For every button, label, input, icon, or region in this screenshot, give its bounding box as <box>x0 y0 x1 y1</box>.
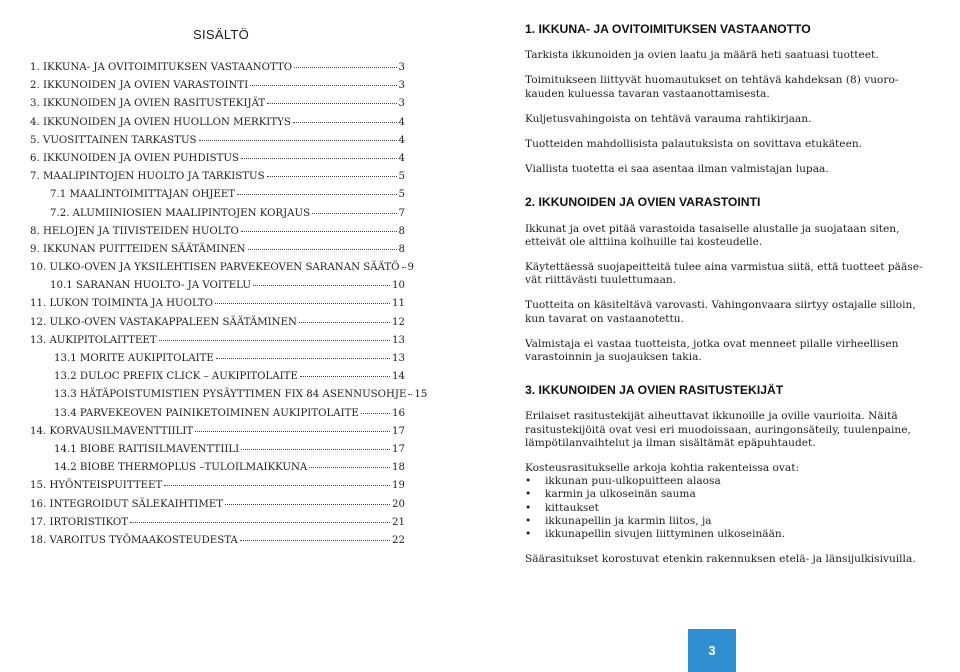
bullet-list <box>525 475 935 541</box>
toc-entry-label: 8. HELOJEN JA TIIVISTEIDEN HUOLTO <box>30 225 239 237</box>
toc-title: SISÄLTÖ <box>193 27 250 42</box>
toc-entry[interactable] <box>30 426 405 444</box>
toc-leader-dots <box>309 467 390 468</box>
toc-entry-page: 20 <box>392 498 405 510</box>
list-item: • ikkunapellin sivujen liittyminen ulkoseinään. <box>525 528 935 541</box>
toc-entry[interactable] <box>30 535 405 553</box>
toc-entry-page: 22 <box>392 534 405 546</box>
toc-entry-label: 13. AUKIPITOLAITTEET <box>30 334 157 346</box>
toc-entry[interactable] <box>30 208 405 226</box>
toc-leader-dots <box>293 122 397 123</box>
toc-entry-label: 16. INTEGROIDUT SÄLEKAIHTIMET <box>30 498 224 510</box>
toc-entry[interactable] <box>30 317 405 335</box>
toc-entry[interactable] <box>30 371 405 389</box>
toc-entry[interactable] <box>30 189 405 207</box>
list-item: • karmin ja ulkoseinän sauma <box>525 488 935 501</box>
toc-leader-dots <box>408 394 412 395</box>
paragraph: Tarkista ikkunoiden ja ovien laatu ja määrä heti saatuasi tuotteet. <box>525 49 879 62</box>
toc-entry[interactable] <box>30 280 405 298</box>
toc-entry-page: 13 <box>392 334 405 346</box>
toc-entry-page: 9 <box>407 262 415 274</box>
page-number-badge: 3 <box>688 629 736 672</box>
paragraph: Valmistaja ei vastaa tuotteista, jotka ovat menneet pilalle virheellisen varastoinnin ja suojauksen takia. <box>525 337 899 364</box>
toc-entry-page: 13 <box>392 353 405 364</box>
paragraph: Toimitukseen liittyvät huomautukset on tehtävä kahdeksan (8) vuoro-kauden kuluessa tavaran vastaanottamisesta. <box>525 74 899 100</box>
toc-leader-dots <box>130 522 390 523</box>
toc-entry-label: 5. VUOSITTAINEN TARKASTUS <box>30 134 197 146</box>
paragraph: Tuotteita on käsiteltävä varovasti. Vahingonvaara siirtyy ostajalle silloin, kun tavarat on vastaanotettu. <box>525 299 916 325</box>
toc-entry-label: 18. VAROITUS TYÖMAAKOSTEUDESTA <box>30 534 238 546</box>
toc-entry-page: 17 <box>392 443 405 455</box>
toc-entry-page: 3 <box>398 62 405 73</box>
toc-entry-page: 16 <box>392 407 405 419</box>
toc-entry[interactable] <box>30 153 405 171</box>
toc-leader-dots <box>250 85 396 86</box>
toc-leader-dots <box>237 194 396 195</box>
toc-entry-page: 4 <box>398 152 405 164</box>
toc-leader-dots <box>267 103 396 104</box>
toc-entry-page: 18 <box>392 462 405 474</box>
toc-entry-label: 14.2 BIOBE THERMOPLUS –TULOILMAIKKUNA <box>54 462 308 474</box>
paragraph: Käytettäessä suojapeitteitä tulee aina varmistua siitä, että tuotteet pääse-vät riittävästi tuulettumaan. <box>525 261 923 287</box>
toc-entry-page: 4 <box>398 116 405 128</box>
section-heading-3: 3. IKKUNOIDEN JA OVIEN RASITUSTEKIJÄT <box>525 383 784 398</box>
toc-entry[interactable] <box>30 408 405 426</box>
paragraph: Tuotteiden mahdollisista palautuksista on sovittava etukäteen. <box>525 138 863 151</box>
toc-entry-page: 14 <box>392 371 405 383</box>
toc-entry-page: 12 <box>392 316 405 328</box>
toc-leader-dots <box>241 231 397 232</box>
toc-leader-dots <box>299 322 390 323</box>
table-of-contents <box>30 62 428 553</box>
toc-entry[interactable] <box>30 62 405 80</box>
toc-entry-page: 5 <box>398 171 405 183</box>
toc-leader-dots <box>240 540 390 541</box>
toc-entry-label: 13.2 DULOC PREFIX CLICK – AUKIPITOLAITE <box>54 371 298 383</box>
toc-entry-label: 12. ULKO-OVEN VASTAKAPPALEEN SÄÄTÄMINEN <box>30 316 297 328</box>
toc-entry[interactable] <box>30 226 405 244</box>
toc-entry[interactable] <box>30 262 415 280</box>
paragraph: Säärasitukset korostuvat etenkin rakennuksen etelä- ja länsijulkisivuilla. <box>525 553 916 566</box>
toc-leader-dots <box>164 485 390 486</box>
toc-leader-dots <box>195 431 390 432</box>
toc-entry[interactable] <box>30 117 405 135</box>
list-item: • ikkunan puu-ulkopuitteen alaosa <box>525 475 935 488</box>
toc-entry-page: 21 <box>392 516 405 528</box>
toc-leader-dots <box>402 267 406 268</box>
toc-entry[interactable] <box>30 499 405 517</box>
toc-leader-dots <box>225 504 390 505</box>
toc-entry[interactable] <box>30 171 405 189</box>
toc-entry[interactable] <box>30 298 405 316</box>
toc-entry-label: 1. IKKUNA- JA OVITOIMITUKSEN VASTAANOTTO <box>30 62 293 73</box>
toc-entry-label: 13.3 HÄTÄPOISTUMISTIEN PYSÄYTTIMEN FIX 84 ASENNUSOHJE <box>54 389 407 401</box>
toc-entry[interactable] <box>30 335 405 353</box>
toc-entry-page: 19 <box>392 480 405 492</box>
toc-entry-label: 14.1 BIOBE RAITISILMAVENTTIILI <box>54 443 240 455</box>
toc-entry-label: 7.2. ALUMIINIOSIEN MAALIPINTOJEN KORJAUS <box>50 207 311 219</box>
toc-entry-label: 13.1 MORITE AUKIPITOLAITE <box>54 353 214 364</box>
toc-entry-label: 11. LUKON TOIMINTA JA HUOLTO <box>30 298 214 310</box>
toc-entry-page: 8 <box>398 243 405 255</box>
toc-entry-page: 3 <box>398 98 405 110</box>
toc-entry[interactable] <box>30 244 405 262</box>
paragraph: Ikkunat ja ovet pitää varastoida tasaiselle alustalle ja suojataan siten, etteivät ole alttiina kolhuille tai kosteudelle. <box>525 222 900 248</box>
toc-entry[interactable] <box>30 389 428 407</box>
toc-entry[interactable] <box>30 98 405 116</box>
toc-entry-label: 13.4 PARVEKEOVEN PAINIKETOIMINEN AUKIPITOLAITE <box>54 407 359 419</box>
toc-entry-label: 15. HYÖNTEISPUITTEET <box>30 480 163 492</box>
toc-entry[interactable] <box>30 480 405 498</box>
toc-entry-label: 14. KORVAUSILMAVENTTIILIT <box>30 425 194 437</box>
toc-leader-dots <box>199 140 397 141</box>
toc-entry-page: 10 <box>392 280 405 292</box>
toc-entry-label: 9. IKKUNAN PUITTEIDEN SÄÄTÄMINEN <box>30 243 246 255</box>
toc-leader-dots <box>253 285 390 286</box>
toc-leader-dots <box>312 213 396 214</box>
toc-leader-dots <box>216 358 390 359</box>
toc-leader-dots <box>159 340 390 341</box>
list-item: • kittaukset <box>525 502 935 515</box>
toc-entry-page: 5 <box>398 189 405 201</box>
toc-entry-label: 3. IKKUNOIDEN JA OVIEN RASITUSTEKIJÄT <box>30 98 266 110</box>
toc-entry-page: 3 <box>398 80 405 92</box>
toc-entry-label: 10.1 SARANAN HUOLTO- JA VOITELU <box>50 280 251 292</box>
list-item: • ikkunapellin ja karmin liitos, ja <box>525 515 935 528</box>
toc-leader-dots <box>215 303 390 304</box>
toc-leader-dots <box>294 67 396 68</box>
toc-entry-page: 17 <box>392 425 405 437</box>
toc-entry-page: 8 <box>398 225 405 237</box>
toc-entry-label: 7. MAALIPINTOJEN HUOLTO JA TARKISTUS <box>30 171 265 183</box>
toc-entry-label: 2. IKKUNOIDEN JA OVIEN VARASTOINTI <box>30 80 249 92</box>
toc-entry[interactable] <box>30 444 405 462</box>
toc-entry-page: 7 <box>398 207 405 219</box>
section-heading-2: 2. IKKUNOIDEN JA OVIEN VARASTOINTI <box>525 195 761 210</box>
toc-leader-dots <box>267 176 397 177</box>
toc-leader-dots <box>300 376 390 377</box>
toc-leader-dots <box>248 249 397 250</box>
toc-leader-dots <box>241 449 390 450</box>
main-content <box>525 23 935 578</box>
toc-entry[interactable] <box>30 80 405 98</box>
toc-entry-label: 17. IRTORISTIKOT <box>30 516 129 528</box>
toc-entry-label: 4. IKKUNOIDEN JA OVIEN HUOLLON MERKITYS <box>30 116 291 128</box>
paragraph: Viallista tuotetta ei saa asentaa ilman valmistajan lupaa. <box>525 163 829 176</box>
toc-leader-dots <box>361 413 390 414</box>
toc-entry[interactable] <box>30 135 405 153</box>
toc-entry[interactable] <box>30 517 405 535</box>
list-intro: Kosteusrasitukselle arkoja kohtia rakenteissa ovat: <box>525 462 800 475</box>
toc-entry[interactable] <box>30 353 405 371</box>
paragraph: Erilaiset rasitustekijät aiheuttavat ikkunoille ja oville vaurioita. Näitä rasitustekijöitä ovat vesi eri muodoissaan, auringonsäteily, tuulenpaine, lämpötilanvaihtelut ja ilman sisältämät epäpuhtaudet. <box>525 410 911 449</box>
toc-entry[interactable] <box>30 462 405 480</box>
toc-entry-page: 11 <box>392 298 405 310</box>
toc-leader-dots <box>241 158 397 159</box>
toc-entry-label: 7.1 MAALINTOIMITTAJAN OHJEET <box>50 189 236 201</box>
paragraph: Kuljetusvahingoista on tehtävä varauma rahtikirjaan. <box>525 112 812 125</box>
section-heading-1: 1. IKKUNA- JA OVITOIMITUKSEN VASTAANOTTO <box>525 22 811 36</box>
toc-entry-label: 10. ULKO-OVEN JA YKSILEHTISEN PARVEKEOVEN SARANAN SÄÄTÖ <box>30 262 400 274</box>
toc-entry-page: 15 <box>414 389 428 401</box>
toc-entry-label: 6. IKKUNOIDEN JA OVIEN PUHDISTUS <box>30 152 239 164</box>
toc-entry-page: 4 <box>398 134 405 146</box>
